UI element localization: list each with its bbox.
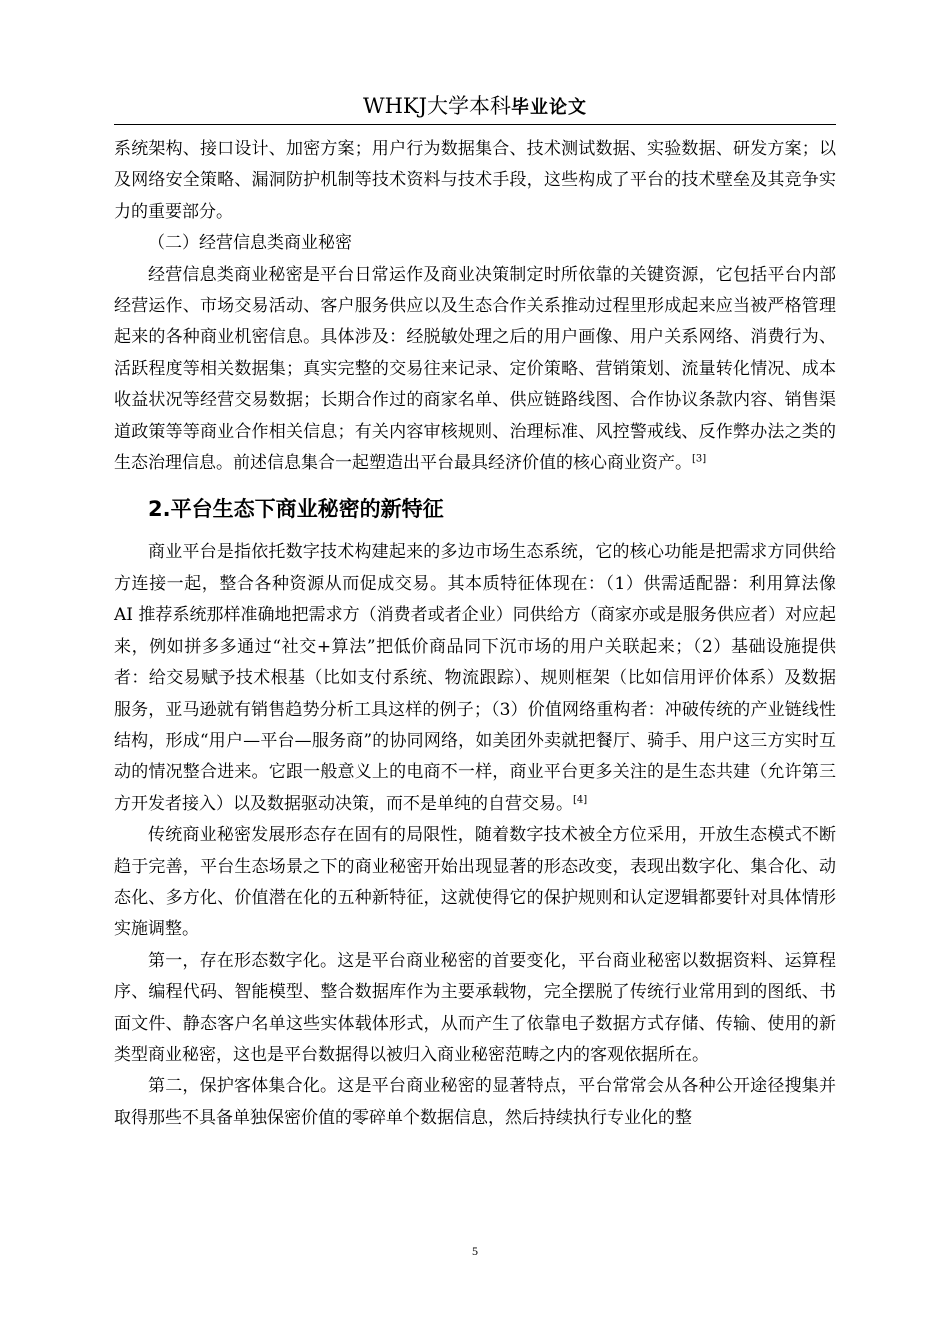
body-text (114, 134, 836, 1134)
citation-3[interactable]: [3] (692, 453, 707, 465)
paragraph-aggregation: 第二，保护客体集合化。这是平台商业秘密的显著特点，平台常常会从各种公开途径搜集并取得那些不具备单独保密价值的零碎单个数据信息，然后持续执行专业化的整 (114, 1076, 836, 1128)
section-title: 2.平台生态下商业秘密的新特征 (148, 497, 444, 522)
paragraph-new-features: 传统商业秘密发展形态存在固有的局限性，随着数字技术被全方位采用，开放生态模式不断趋于完善，平台生态场景之下的商业秘密开始出现显著的形态改变，表现出数字化、集合化、动态化、多方化、价值潜在化的五种新特征，这就使得它的保护规则和认定逻辑都要针对具体情形实施调整。 (114, 825, 836, 940)
citation-4[interactable]: [4] (573, 794, 588, 806)
paragraph-continued: 系统架构、接口设计、加密方案；用户行为数据集合、技术测试数据、实验数据、研发方案；以及网络安全策略、漏洞防护机制等技术资料与技术手段，这些构成了平台的技术壁垒及其竞争实力的重要部分。 (114, 139, 836, 222)
paragraph-text: 经营信息类商业秘密是平台日常运作及商业决策制定时所依靠的关键资源，它包括平台内部经营运作、市场交易活动、客户服务供应以及生态合作关系推动过程里形成起来应当被严格管理起来的各种商业机密信息。具体涉及：经脱敏处理之后的用户画像、用户关系网络、消费行为、活跃程度等相关数据集；真实完整的交易往来记录、定价策略、营销策划、流量转化情况、成本收益状况等经营交易数据；长期合作过的商家名单、供应链路线图、合作协议条款内容、销售渠道政策等等商业合作相关信息；有关内容审核规则、治理标准、风控警戒线、反作弊办法之类的生态治理信息。前述信息集合一起塑造出平台最具经济价值的核心商业资产。 (114, 264, 836, 474)
subheading-business-info: （二）经营信息类商业秘密 (148, 233, 352, 254)
header-title-main: WHKJ大学本科 (362, 94, 511, 118)
header-title-strong: 毕业论文 (511, 97, 587, 118)
paragraph-platform-definition (114, 537, 836, 820)
page-number: 5 (472, 1244, 478, 1258)
running-header (0, 92, 950, 122)
paragraph-business-info (114, 260, 836, 480)
paragraph-digitization: 第一，存在形态数字化。这是平台商业秘密的首要变化，平台商业秘密以数据资料、运算程序、编程代码、智能模型、整合数据库作为主要承载物，完全摆脱了传统行业常用到的图纸、书面文件、静态客户名单这些实体载体形式，从而产生了依靠电子数据方式存储、传输、使用的新类型商业秘密，这也是平台数据得以被归入商业秘密范畴之内的客观依据所在。 (114, 950, 836, 1065)
paragraph-text: 商业平台是指依托数字技术构建起来的多边市场生态系统，它的核心功能是把需求方同供给方连接一起，整合各种资源从而促成交易。其本质特征体现在：（1）供需适配器：利用算法像 AI 推荐系统那样准确地把需求方（消费者或者企业）同供给方（商家亦或是服务供应者）对应起来，例如拼多多通过“社交+算法”把低价商品同下沉市场的用户关联起来；（2）基础设施提供者：给交易赋予技术根基（比如支付系统、物流跟踪）、规则框架（比如信用评价体系）及数据服务，亚马逊就有销售趋势分析工具这样的例子；（3）价值网络重构者：冲破传统的产业链线性结构，形成“用户—平台—服务商”的协同网络，如美团外卖就把餐厅、骑手、用户这三方实时互动的情况整合进来。它跟一般意义上的电商不一样，商业平台更多关注的是生态共建（允许第三方开发者接入）以及数据驱动决策，而不是单纯的自营交易。 (114, 542, 836, 814)
header-rule (114, 124, 836, 125)
